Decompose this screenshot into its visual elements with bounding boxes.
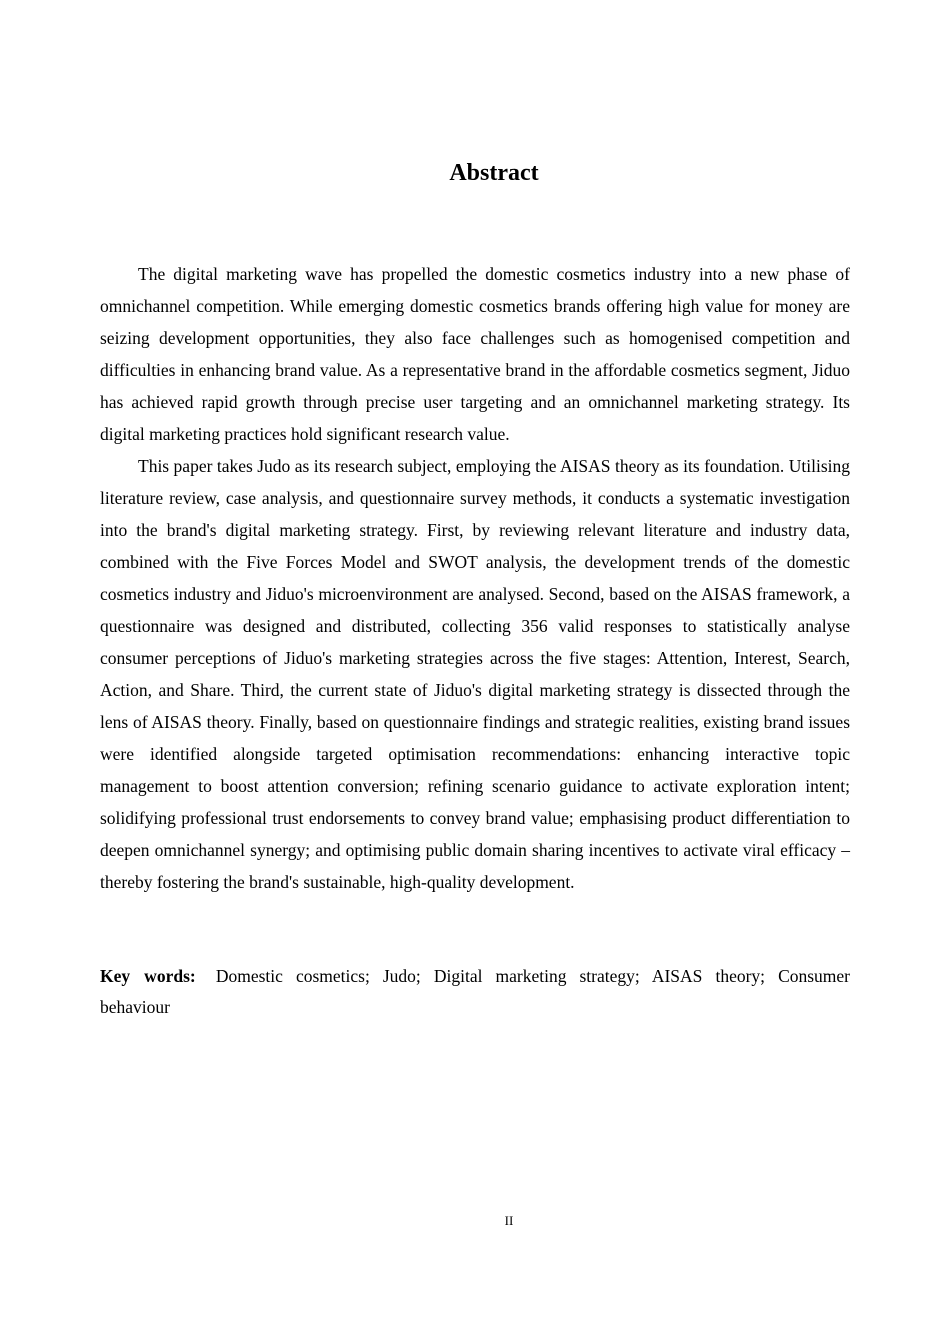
- abstract-paragraph-2: This paper takes Judo as its research subject, employing the AISAS theory as its foundation. Utilising literature review, case analysis, and questionnaire survey methods, it conducts a systematic investigation into the brand's digital marketing strategy. First, by reviewing relevant literature and industry data, combined with the Five Forces Model and SWOT analysis, the development trends of the domestic cosmetics industry and Jiduo's microenvironment are analysed. Second, based on the AISAS framework, a questionnaire was designed and distributed, collecting 356 valid responses to statistically analyse consumer perceptions of Jiduo's marketing strategies across the five stages: Attention, Interest, Search, Action, and Share. Third, the current state of Jiduo's digital marketing strategy is dissected through the lens of AISAS theory. Finally, based on questionnaire findings and strategic realities, existing brand issues were identified alongside targeted optimisation recommendations: enhancing interactive topic management to boost attention conversion; refining scenario guidance to activate exploration intent; solidifying professional trust endorsements to convey brand value; emphasising product differentiation to deepen omnichannel synergy; and optimising public domain sharing incentives to activate viral efficacy – thereby fostering the brand's sustainable, high-quality development.: [100, 456, 850, 892]
- abstract-paragraph-1: The digital marketing wave has propelled the domestic cosmetics industry into a new phase of omnichannel competition. While emerging domestic cosmetics brands offering high value for money are seizing development opportunities, they also face challenges such as homogenised competition and difficulties in enhancing brand value. As a representative brand in the affordable cosmetics segment, Jiduo has achieved rapid growth through precise user targeting and an omnichannel marketing strategy. Its digital marketing practices hold significant research value.: [100, 264, 850, 444]
- keywords-list: Domestic cosmetics; Judo; Digital marketing strategy; AISAS theory; Consumer behaviour: [100, 966, 851, 1017]
- keywords-label: Key words:: [100, 966, 196, 986]
- keywords-line: [100, 961, 850, 1023]
- page-number: II: [504, 1213, 514, 1228]
- page-title: Abstract: [449, 160, 539, 186]
- abstract-body: [100, 258, 850, 898]
